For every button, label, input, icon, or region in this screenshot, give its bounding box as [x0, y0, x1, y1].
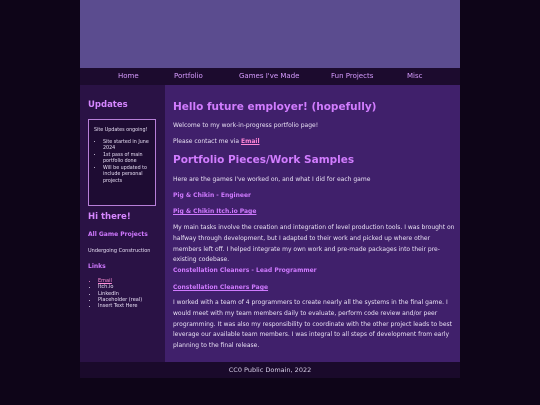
contact-text: [173, 138, 260, 145]
updates-box: [88, 119, 156, 206]
nav-portfolio[interactable]: Portfolio: [174, 72, 203, 80]
hi-there-heading: Hi there!: [88, 212, 131, 222]
undergoing-construction-text: Undergoing Construction: [88, 248, 151, 254]
top-navigation: [80, 68, 460, 85]
project1-link[interactable]: Pig & Chikin Itch.io Page: [173, 208, 257, 215]
page-title: Hello future employer! (hopefully): [173, 101, 377, 113]
link-email[interactable]: • Email: [98, 278, 142, 284]
all-game-projects-link[interactable]: All Game Projects: [88, 231, 148, 238]
links-heading: Links: [88, 263, 106, 270]
updates-item: • Site started in June 2024: [103, 140, 155, 153]
updates-item: • 1st pass of main portfolio done: [103, 153, 155, 166]
footer: CC0 Public Domain, 2022: [80, 362, 460, 378]
nav-fun-projects[interactable]: Fun Projects: [331, 72, 374, 80]
updates-item: • Will be updated to include personal projects: [103, 166, 155, 185]
nav-misc[interactable]: Misc: [407, 72, 423, 80]
link-itchio[interactable]: • Itch.io: [98, 284, 142, 290]
project1-title: Pig & Chikin - Engineer: [173, 192, 251, 199]
main-content: [165, 85, 460, 362]
updates-list: [94, 140, 155, 186]
updates-heading: Updates: [88, 100, 128, 110]
sidebar: [80, 85, 165, 362]
welcome-text: Welcome to my work-in-progress portfolio page!: [173, 122, 319, 129]
links-list: [88, 278, 142, 309]
contact-prefix: Please contact me via: [173, 138, 241, 145]
header-banner: [80, 0, 460, 68]
contact-email-link[interactable]: Email: [240, 138, 260, 145]
games-intro: Here are the games I've worked on, and what I did for each game: [173, 176, 371, 183]
link-placeholder[interactable]: • Placeholder (real): [98, 297, 142, 303]
project2-link[interactable]: Constellation Cleaners Page: [173, 284, 269, 291]
link-linkedin[interactable]: • LinkedIn: [98, 291, 142, 297]
project1-description: My main tasks involve the creation and integration of level production tools. I was brought on halfway through development, but I adapted to their work and picked up where other members left off. I helped integrate my own work and pre-made packages into their pre-existing codebase.: [173, 224, 455, 264]
project2-description: I worked with a team of 4 programmers to create nearly all the systems in the final game. I would meet with my team members daily to evaluate, perform code review and/or peer programming. It was also my responsibility to coordinate with the other project leads to best leverage our available team members. I was integral to all steps of development from early planning to the final release.: [173, 299, 453, 350]
link-insert-text[interactable]: • Insert Text Here: [98, 303, 142, 309]
nav-home[interactable]: Home: [118, 72, 139, 80]
nav-games-ive-made[interactable]: Games I've Made: [239, 72, 300, 80]
updates-box-title: Site Updates ongoing!: [94, 128, 148, 133]
project2-title: Constellation Cleaners - Lead Programmer: [173, 267, 317, 274]
portfolio-heading: Portfolio Pieces/Work Samples: [173, 154, 355, 166]
